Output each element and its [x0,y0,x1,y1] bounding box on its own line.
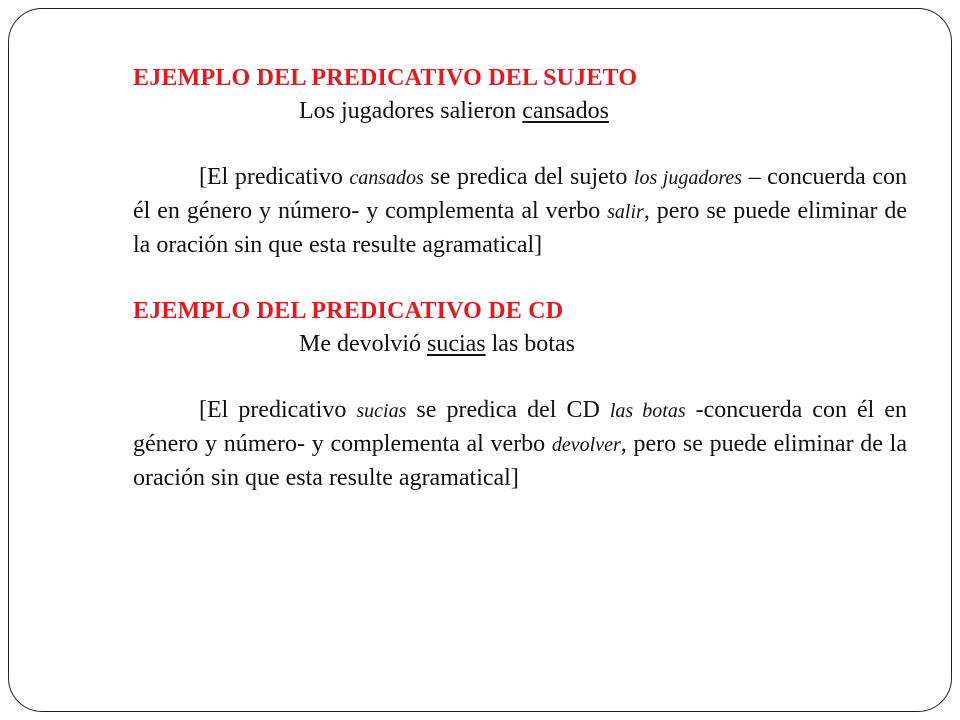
section1-example-text: Los jugadores salieron [299,98,523,124]
section2-example-text-post: las botas [485,331,575,357]
explanation-text: [El predicativo [199,397,357,423]
explanation-text: , pero se puede eliminar de la oración sin que esta resulte agramatical] [133,431,907,491]
explanation-italic-term: los jugadores [633,167,743,189]
section2-heading: EJEMPLO DEL PREDICATIVO DE CD [133,298,564,324]
explanation-text: – concuerda con él en género y número- y complementa al verbo [133,164,907,224]
section1-example-underlined: cansados [522,98,609,124]
explanation-italic-term: salir [607,201,644,223]
spacer [133,361,907,394]
explanation-text: se predica del CD [406,397,610,423]
explanation-italic-term: cansados [349,167,424,189]
explanation-text: -concuerda con él en género y número- y complementa al verbo [133,397,908,457]
section2-explanation [133,394,907,495]
section2-example-text: Me devolvió [299,331,427,357]
section1-heading: EJEMPLO DEL PREDICATIVO DEL SUJETO [133,65,638,91]
explanation-text: se predica del sujeto [423,164,634,190]
explanation-italic-term: devolver [551,434,621,456]
explanation-text: [El predicativo [199,164,350,190]
explanation-italic-term: sucias [356,400,407,422]
spacer [133,128,907,161]
section2-example-underlined: sucias [426,331,486,357]
explanation-italic-term: las botas [609,400,686,422]
explanation-text: , pero se puede eliminar de la oración sin que esta resulte agramatical] [133,198,908,258]
slide-content [133,62,907,495]
section1-explanation [133,161,907,262]
section2-example [133,328,907,361]
section1-example [133,95,907,128]
spacer [133,262,907,295]
